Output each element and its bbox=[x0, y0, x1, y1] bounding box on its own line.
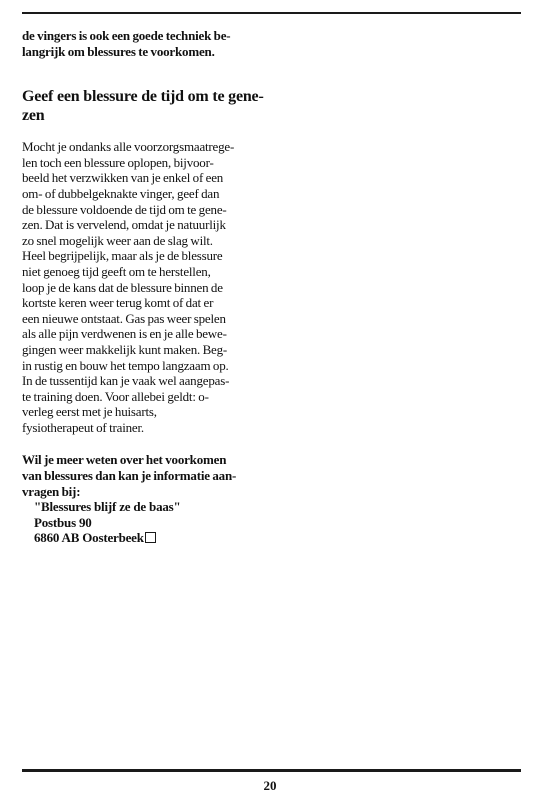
info-line: vragen bij: bbox=[22, 483, 81, 499]
body-line: kortste keren weer terug komt of dat er bbox=[22, 295, 214, 311]
address-line: "Blessures blijf ze de baas" bbox=[34, 499, 181, 515]
info-line: Wil je meer weten over het voorkomen bbox=[22, 452, 227, 468]
page-number: 20 bbox=[263, 778, 277, 793]
body-line: len toch een blessure oplopen, bijvoor- bbox=[22, 154, 214, 170]
body-line: verleg eerst met je huisarts, bbox=[22, 404, 157, 420]
body-line: de blessure voldoende de tijd om te gene- bbox=[22, 201, 227, 217]
address-line: Postbus 90 bbox=[34, 514, 92, 530]
bottom-rule bbox=[22, 769, 521, 772]
end-of-article-box-icon bbox=[145, 532, 156, 543]
body-line: zen. Dat is vervelend, omdat je natuurlijk bbox=[22, 217, 226, 233]
body-line: loop je de kans dat de blessure binnen de bbox=[22, 279, 223, 295]
intro-line: langrijk om blessures te voorkomen. bbox=[22, 43, 215, 59]
body-line: fysiotherapeut of trainer. bbox=[22, 419, 144, 435]
body-line: als alle pijn verdwenen is en je alle bewe- bbox=[22, 326, 227, 342]
body-line: om- of dubbelgeknakte vinger, geef dan bbox=[22, 185, 220, 201]
section-heading bbox=[22, 87, 272, 125]
body-line: gingen weer makkelijk kunt maken. Beg- bbox=[22, 341, 228, 357]
info-paragraph bbox=[22, 452, 272, 499]
heading-line: zen bbox=[22, 107, 45, 125]
intro-paragraph bbox=[22, 28, 272, 59]
body-line: een nieuwe ontstaat. Gas pas weer spelen bbox=[22, 310, 226, 326]
top-rule bbox=[22, 12, 521, 14]
body-line: te training doen. Voor allebei geldt: o- bbox=[22, 388, 209, 404]
address-line: 6860 AB Oosterbeek bbox=[34, 530, 144, 546]
body-line: Mocht je ondanks alle voorzorgsmaatrege- bbox=[22, 139, 235, 155]
body-line: In de tussentijd kan je vaak wel aangepas- bbox=[22, 373, 230, 389]
body-line: Heel begrijpelijk, maar als je de blessure bbox=[22, 248, 223, 264]
heading-line: Geef een blessure de tijd om te gene- bbox=[22, 88, 264, 106]
body-line: zo snel mogelijk weer aan de slag wilt. bbox=[22, 232, 213, 248]
body-line: niet genoeg tijd geeft om te herstellen, bbox=[22, 263, 211, 279]
body-paragraph bbox=[22, 139, 272, 435]
info-line: van blessures dan kan je informatie aan- bbox=[22, 468, 237, 484]
text-column bbox=[22, 28, 272, 546]
intro-line: de vingers is ook een goede techniek be- bbox=[22, 28, 231, 43]
body-line: beeld het verzwikken van je enkel of een bbox=[22, 170, 224, 186]
contact-address bbox=[22, 499, 272, 546]
body-line: in rustig en bouw het tempo langzaam op. bbox=[22, 357, 229, 373]
